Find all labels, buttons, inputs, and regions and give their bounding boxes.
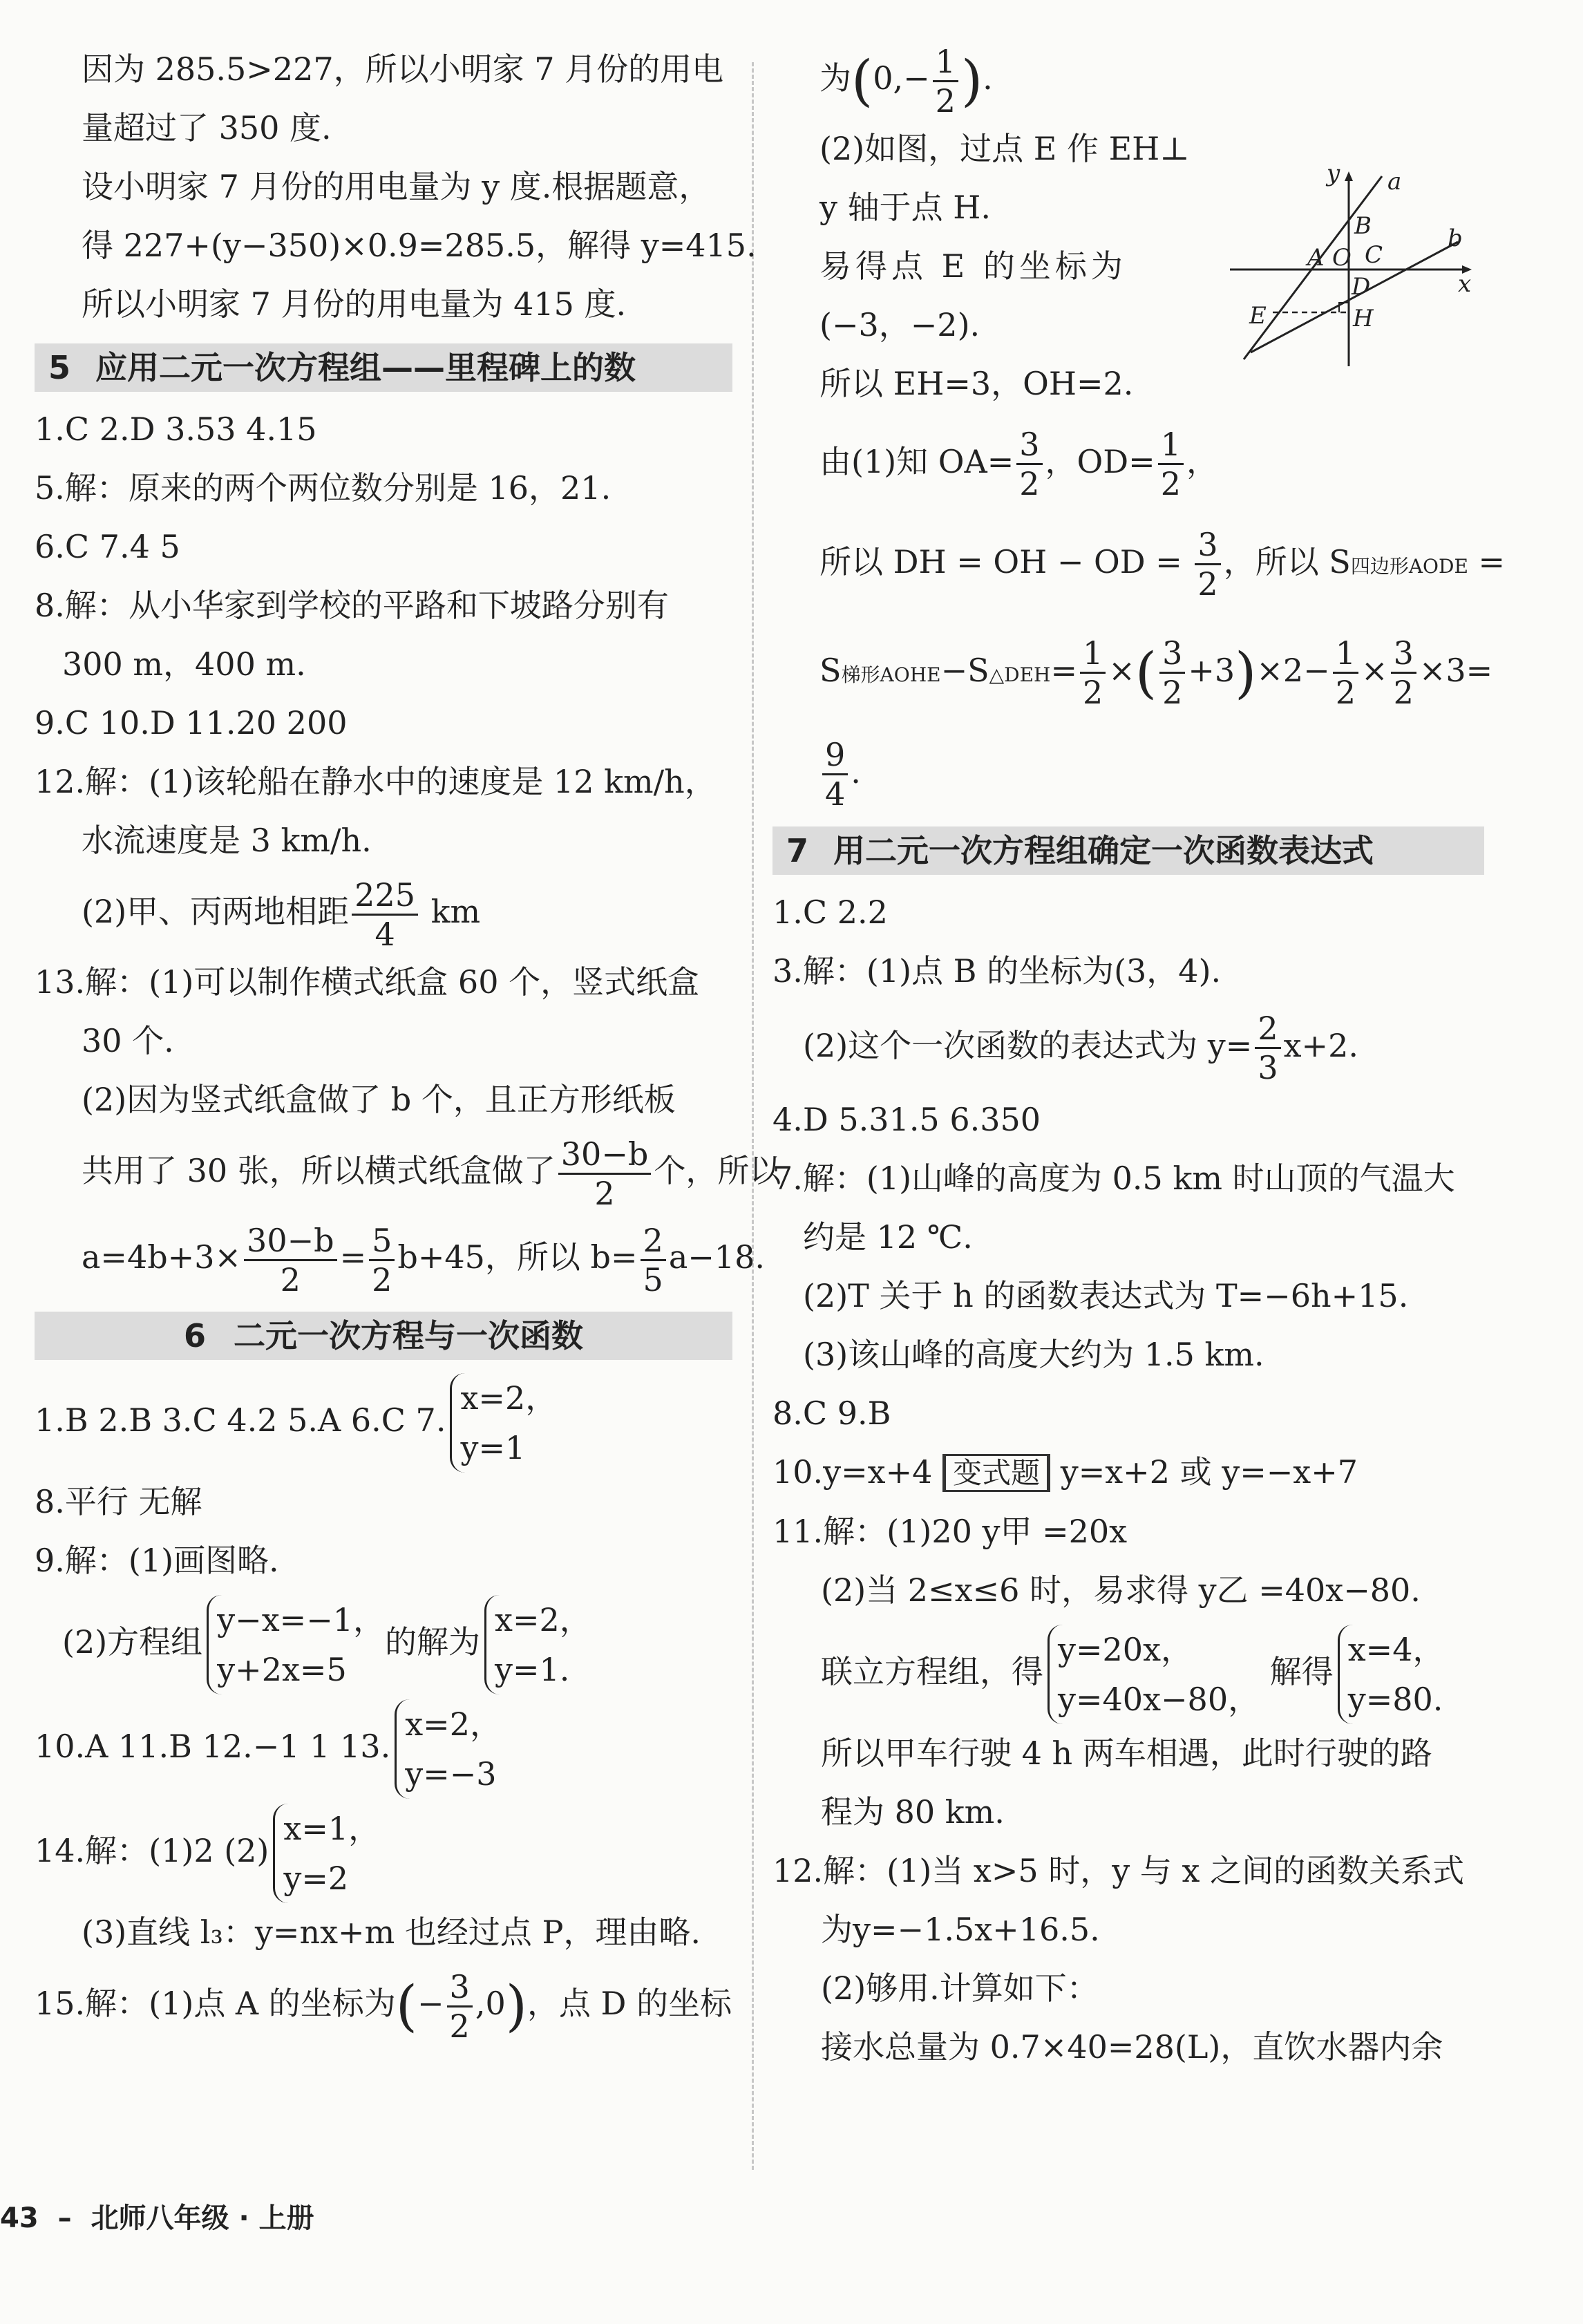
- book-title: 北师八年级 · 上册: [91, 2202, 314, 2234]
- denominator: 2: [1335, 674, 1356, 711]
- fraction: [447, 1968, 473, 2045]
- label-b: b: [1448, 225, 1463, 252]
- equation: y−x=−1，: [217, 1601, 385, 1638]
- section-number: 5: [48, 349, 71, 386]
- text: 联立方程组，得: [821, 1652, 1043, 1690]
- answer-line: (3)该山峰的高度大约为 1.5 km.: [803, 1335, 1264, 1373]
- text: +3: [1188, 651, 1235, 689]
- answer-line: 4.D 5.31.5 6.350: [772, 1100, 1041, 1138]
- text: x+2.: [1283, 1026, 1358, 1064]
- variant-tag: 变式题: [942, 1454, 1050, 1492]
- subscript: △DEH: [989, 663, 1051, 686]
- answer-line: 15.解：(1)点 A 的坐标为(− $\frac{3}{2}$ ,0)，点 D 的坐标: [35, 1967, 732, 2045]
- label-D: D: [1352, 273, 1371, 301]
- numerator: 3: [1159, 634, 1185, 674]
- answer-line: [35, 1799, 732, 1903]
- text: =: [1050, 651, 1078, 689]
- equation: y=20x，: [1058, 1630, 1193, 1668]
- denominator: 2: [1393, 674, 1414, 711]
- equation-system: [207, 1595, 385, 1694]
- answer-line: 接水总量为 0.7×40=28(L)，直饮水器内余: [821, 2028, 1443, 2066]
- equation-system: [484, 1595, 591, 1694]
- fraction: [352, 876, 418, 953]
- answer-line: 12.解：(1)该轮船在静水中的速度是 12 km/h，: [35, 763, 717, 800]
- text: 14.解：(1)2 (2): [35, 1832, 269, 1869]
- text-line: 为(0,− $\frac{1}{2}$ ).: [819, 42, 993, 120]
- text-line: [772, 510, 1506, 618]
- fraction: [558, 1135, 652, 1212]
- fraction: [1159, 634, 1185, 711]
- text: y=x+2 或 y=−x+7: [1060, 1453, 1358, 1491]
- numerator: 30−b: [558, 1135, 652, 1175]
- text-line: [772, 413, 1484, 510]
- text-line: y 轴于点 H.: [819, 188, 991, 226]
- numerator: 225: [352, 876, 418, 916]
- fraction: [244, 1222, 337, 1298]
- text: ，点 D 的坐标: [527, 1985, 732, 2022]
- answer-line: 程为 80 km.: [821, 1793, 1005, 1831]
- answer-line: [772, 1001, 1484, 1090]
- answer-line: (2)因为竖式纸盒做了 b 个，且正方形纸板: [82, 1081, 676, 1118]
- section-title: 二元一次方程与一次函数: [234, 1317, 583, 1354]
- subscript: 梯形AOHE: [841, 663, 941, 686]
- fraction: [933, 43, 958, 120]
- label-x: x: [1458, 270, 1472, 298]
- page-footer: [0, 2198, 314, 2239]
- numerator: 9: [822, 736, 848, 775]
- section-title: 应用二元一次方程组——里程碑上的数: [95, 349, 636, 386]
- footer-dash: –: [57, 2202, 72, 2234]
- y-axis-arrow: [1345, 171, 1353, 181]
- text: ×: [1361, 651, 1388, 689]
- answer-line: [772, 1620, 1484, 1724]
- answer-line: 水流速度是 3 km/h.: [82, 822, 372, 859]
- text-line: 所以 EH=3，OH=2.: [819, 364, 1134, 402]
- answer-line: [772, 1443, 1484, 1502]
- section-number: 7: [786, 831, 809, 869]
- fraction: [1391, 634, 1416, 711]
- text: 的解为: [385, 1623, 480, 1661]
- text: (2)甲、丙两地相距: [82, 893, 350, 930]
- equation: y=1.: [495, 1651, 570, 1688]
- text: 个，所以: [654, 1152, 781, 1189]
- label-y: y: [1327, 166, 1340, 187]
- subscript: 四边形AODE: [1350, 554, 1468, 578]
- section-number: 6: [183, 1317, 206, 1354]
- text: 15.解：(1)点 A 的坐标为: [35, 1985, 396, 2022]
- answer-line: [35, 1212, 765, 1302]
- denominator: 2: [1197, 565, 1218, 603]
- equation-system: [273, 1804, 380, 1903]
- text-line: 因为 285.5>227，所以小明家 7 月份的用电: [82, 50, 724, 88]
- text: 解得: [1269, 1652, 1334, 1690]
- numerator: 3: [1016, 426, 1042, 465]
- answer-line: 5.解：原来的两个两位数分别是 16，21.: [35, 469, 612, 507]
- label-B: B: [1354, 212, 1372, 240]
- answer-line: 30 个.: [82, 1022, 174, 1059]
- fraction: [822, 736, 848, 813]
- answer-line: (2)够用.计算如下：: [821, 1969, 1099, 2007]
- denominator: 5: [643, 1260, 663, 1298]
- text: km: [430, 893, 481, 930]
- text: 为: [819, 59, 851, 97]
- denominator: 4: [825, 775, 846, 813]
- answer-line: [35, 1129, 781, 1212]
- answer-line: [35, 1590, 732, 1694]
- numerator: 3: [1391, 634, 1416, 674]
- equation-system: [395, 1699, 502, 1799]
- answer-line: 9.解：(1)画图略.: [35, 1542, 279, 1579]
- equation: y=1: [460, 1429, 526, 1466]
- answer-line: [35, 1368, 732, 1473]
- numerator: 1: [1158, 426, 1184, 465]
- text: ，OD=: [1045, 442, 1155, 480]
- text-line: S梯形AOHE−S△DEH= $\frac{1}{2}$ ×( $\frac{3}{2}$ +3)×2− $\frac{1}{2}$ × $\frac{3}{2}$ ×3=: [819, 634, 1493, 711]
- answer-line: 约是 12 ℃.: [803, 1218, 973, 1256]
- column-divider: [752, 62, 754, 2170]
- answer-line: [35, 870, 732, 953]
- equation: y=80.: [1347, 1680, 1443, 1718]
- text-line: 设小明家 7 月份的用电量为 y 度.根据题意，: [82, 168, 711, 205]
- denominator: 4: [375, 915, 395, 953]
- text-line: 所以小明家 7 月份的用电量为 415 度.: [82, 285, 627, 323]
- label-E: E: [1249, 302, 1267, 330]
- text-line: 易得点 E 的坐标为: [819, 247, 1127, 285]
- numerator: 1: [1333, 634, 1358, 674]
- text: =: [1478, 542, 1506, 580]
- text: ×3=: [1419, 651, 1493, 689]
- numerator: 2: [1255, 1010, 1280, 1049]
- equation: x=4，: [1347, 1630, 1445, 1668]
- fraction: [1255, 1010, 1280, 1086]
- text: 1.B 2.B 3.C 4.2 5.A 6.C 7.: [35, 1401, 446, 1439]
- equation: x=2，: [405, 1706, 502, 1743]
- text-line: $\frac{9}{4}$ .: [772, 727, 1484, 817]
- text: ×2−: [1256, 651, 1330, 689]
- text: ，所以 S: [1223, 542, 1351, 580]
- answer-line: (2)T 关于 h 的函数表达式为 T=−6h+15.: [803, 1276, 1409, 1314]
- equation-system: [450, 1373, 557, 1473]
- text: a−18.: [668, 1238, 765, 1276]
- left-column: [35, 40, 781, 2045]
- numerator: 3: [1195, 526, 1220, 565]
- text: 由(1)知 OA=: [819, 442, 1014, 480]
- equation: x=2，: [495, 1601, 591, 1638]
- fraction: [1080, 634, 1106, 711]
- answer-line: 8.C 9.B: [772, 1394, 891, 1432]
- text: 共用了 30 张，所以横式纸盒做了: [82, 1152, 556, 1189]
- text: b+45，所以 b=: [397, 1238, 638, 1276]
- label-a: a: [1387, 168, 1402, 196]
- equation: y=−3: [405, 1755, 497, 1793]
- equation: x=1，: [283, 1810, 381, 1847]
- equation: y=2: [283, 1860, 349, 1897]
- section-6-heading: [35, 1312, 732, 1360]
- answer-line: 6.C 7.4 5: [35, 528, 180, 565]
- answer-line: 1.C 2.D 3.53 4.15: [35, 410, 317, 448]
- answer-line: [35, 1694, 732, 1799]
- text-line: 量超过了 350 度.: [82, 109, 332, 147]
- equation: y=40x−80，: [1058, 1680, 1260, 1718]
- section-5-heading: [35, 343, 732, 392]
- denominator: 2: [372, 1260, 392, 1298]
- numerator: 5: [369, 1222, 395, 1261]
- denominator: 2: [1083, 674, 1103, 711]
- page-number: 43: [0, 2202, 39, 2234]
- fraction: [1195, 526, 1220, 603]
- answer-line: 8.平行 无解: [35, 1483, 202, 1520]
- label-H: H: [1353, 305, 1374, 332]
- numerator: 3: [447, 1968, 473, 2007]
- text-line: 得 227+(y−350)×0.9=285.5，解得 y=415.: [82, 227, 757, 264]
- answer-line: 为y=−1.5x+16.5.: [821, 1910, 1100, 1948]
- fraction: [369, 1222, 395, 1298]
- denominator: 2: [280, 1260, 301, 1298]
- denominator: 2: [1162, 674, 1183, 711]
- equation-system: [1048, 1625, 1260, 1724]
- denominator: 2: [1160, 465, 1181, 502]
- denominator: 2: [935, 82, 956, 120]
- denominator: 2: [594, 1174, 615, 1212]
- answer-line: 3.解：(1)点 B 的坐标为(3，4).: [772, 952, 1222, 990]
- numerator: 1: [933, 43, 958, 82]
- text: (2)方程组: [62, 1623, 203, 1661]
- section-7-heading: [772, 826, 1484, 875]
- text: (2)这个一次函数的表达式为 y=: [803, 1026, 1253, 1064]
- text: a=4b+3×: [82, 1238, 242, 1276]
- text: ，: [1186, 442, 1218, 480]
- fraction: [1158, 426, 1184, 502]
- numerator: 2: [641, 1222, 666, 1261]
- answer-line: 7.解：(1)山峰的高度为 0.5 km 时山顶的气温大: [772, 1159, 1455, 1197]
- equation: y+2x=5: [217, 1651, 347, 1688]
- text: S: [819, 651, 842, 689]
- answer-line: 300 m，400 m.: [62, 645, 306, 683]
- answer-line: 1.C 2.2: [772, 893, 888, 931]
- numerator: 30−b: [244, 1222, 337, 1261]
- text: ×: [1108, 651, 1135, 689]
- text: 10.y=x+4: [772, 1453, 933, 1491]
- equation-system: [1338, 1625, 1445, 1724]
- numerator: 1: [1080, 634, 1106, 674]
- fraction: [1016, 426, 1042, 502]
- label-C: C: [1365, 241, 1383, 269]
- fraction: [1333, 634, 1358, 711]
- denominator: 2: [449, 2007, 470, 2045]
- answer-line: 12.解：(1)当 x>5 时，y 与 x 之间的函数关系式: [772, 1851, 1465, 1889]
- answer-line: (2)当 2≤x≤6 时，易求得 y乙 =40x−80.: [821, 1571, 1421, 1609]
- fraction: [641, 1222, 666, 1298]
- answer-line: 11.解：(1)20 y甲 =20x: [772, 1512, 1128, 1550]
- equation: x=2，: [460, 1379, 558, 1417]
- answer-line: 13.解：(1)可以制作横式纸盒 60 个，竖式纸盒: [35, 963, 700, 1001]
- label-A: A: [1307, 244, 1325, 272]
- answer-line: 所以甲车行驶 4 h 两车相遇，此时行驶的路: [821, 1734, 1432, 1772]
- text: −S: [940, 651, 989, 689]
- label-O: O: [1332, 244, 1352, 272]
- coordinate-figure: [1230, 166, 1479, 373]
- answer-line: 8.解：从小华家到学校的平路和下坡路分别有: [35, 587, 669, 624]
- text: 10.A 11.B 12.−1 1 13.: [35, 1728, 391, 1765]
- denominator: 3: [1258, 1049, 1278, 1086]
- answer-line: 9.C 10.D 11.20 200: [35, 704, 348, 741]
- text: =: [339, 1238, 367, 1276]
- text: 所以 DH = OH − OD =: [819, 542, 1182, 580]
- denominator: 2: [1019, 465, 1040, 502]
- section-title: 用二元一次方程组确定一次函数表达式: [833, 831, 1374, 869]
- text-line: (2)如图，过点 E 作 EH⊥: [819, 129, 1190, 167]
- answer-line: (3)直线 l₃：y=nx+m 也经过点 P，理由略.: [82, 1914, 701, 1951]
- text-line: (−3，−2).: [819, 305, 980, 343]
